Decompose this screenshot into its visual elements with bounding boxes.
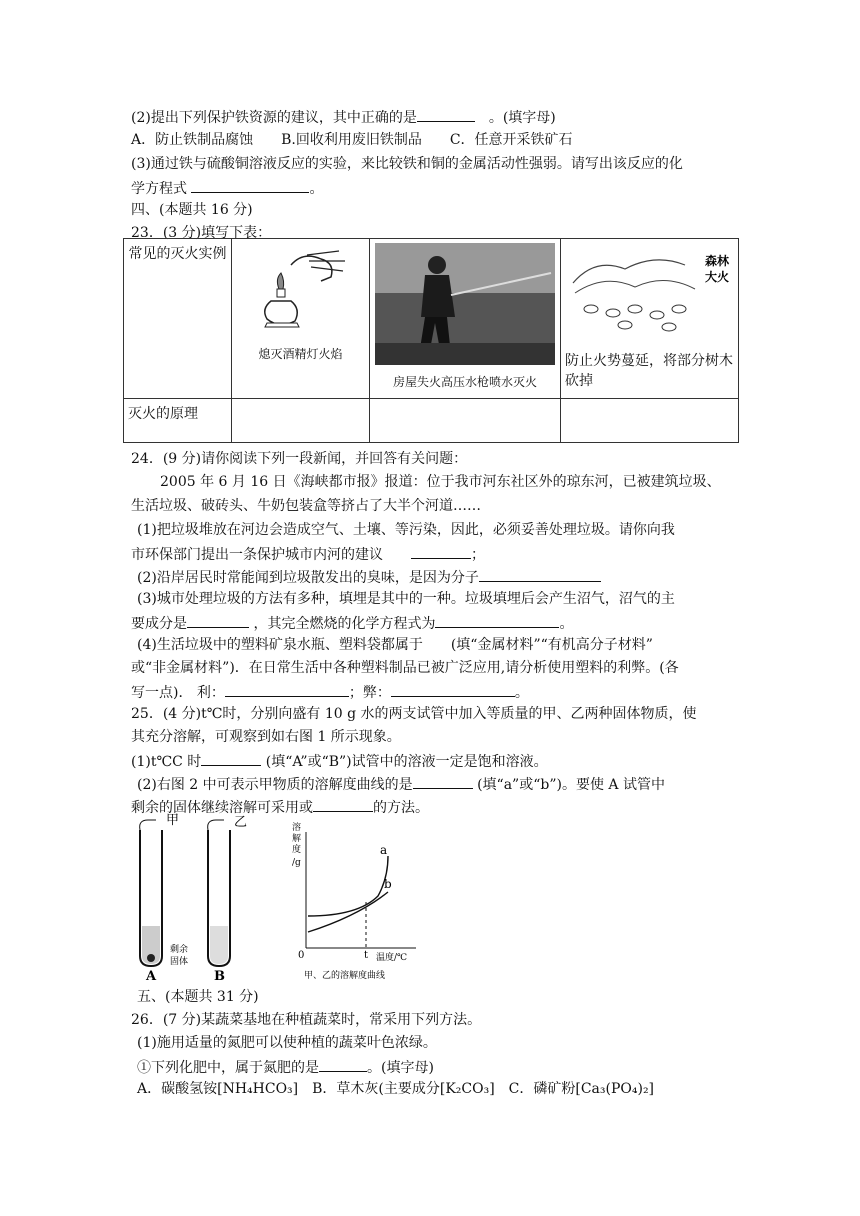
q26-1-line: (1)施用适量的氮肥可以使种植的蔬菜叶色浓绿。 (137, 1035, 437, 1051)
forest-sign-part2: 大火 (705, 270, 730, 284)
q25-line-a: 25．(4 分)t℃时，分别向盛有 10 g 水的两支试管中加入等质量的甲、乙两种固体物质，使 (131, 706, 697, 722)
answer-blank[interactable] (435, 613, 559, 628)
q24-4-line-b: 或“非金属材料”)．在日常生活中各种塑料制品已被广泛应用,请分析使用塑料的利弊。(各 (131, 660, 679, 676)
y-axis-label-3: 度 (292, 845, 302, 855)
q24-news-1: 2005 年 6 月 16 日《海峡都市报》报道：位于我市河东社区外的琼东河，已被建筑垃圾、 (160, 474, 721, 490)
alcohol-lamp-icon (251, 243, 351, 335)
solubility-chart (292, 821, 416, 981)
answer-blank[interactable] (319, 1057, 367, 1072)
y-axis-label-1: 溶 (292, 823, 302, 833)
answer-blank[interactable] (479, 567, 601, 582)
answer-blank[interactable] (417, 107, 475, 122)
alcohol-lamp-caption: 熄灭酒精灯火焰 (258, 347, 343, 361)
b-label: B (214, 969, 225, 984)
test-tube-solubility-figure (126, 808, 426, 984)
section-4-heading: 四、(本题共 16 分) (131, 202, 253, 218)
q24-heading: 24．(9 分)请你阅读下列一段新闻，并回答有关问题： (131, 451, 468, 467)
y-axis-label-2: 解 (292, 834, 302, 844)
tube-b (208, 820, 230, 966)
section-5-heading: 五、(本题共 31 分) (137, 989, 259, 1005)
x-axis-label: 温度/℃ (376, 953, 408, 963)
answer-blank[interactable] (191, 178, 309, 193)
row2-header-cell: 灭火的原理 (124, 399, 232, 443)
q2-options: A．防止铁制品腐蚀 B.回收利用废旧铁制品 C．任意开采铁矿石 (131, 132, 573, 148)
answer-blank[interactable] (413, 774, 473, 789)
answer-cell-1[interactable] (232, 399, 370, 443)
y-axis-label-4: /g (292, 858, 301, 868)
forest-caption: 防止火势蔓延，将部分树木砍掉 (565, 353, 733, 389)
answer-blank[interactable] (201, 751, 261, 766)
q25-2-line-b: 剩余的固体继续溶解可采用或 的方法。 (131, 797, 429, 817)
row1-header-cell: 常见的灭火实例 (124, 239, 232, 399)
q24-3-line-a: (3)城市处理垃圾的方法有多种，填埋是其中的一种。垃圾填埋后会产生沼气，沼气的主 (137, 591, 675, 607)
firefighter-photo-icon (375, 243, 555, 365)
q2-line: (2)提出下列保护铁资源的建议，其中正确的是 。(填字母) (131, 107, 556, 127)
q25-line-b: 其充分溶解，可观察到如右图 1 所示现象。 (131, 729, 401, 745)
q26-options: A．碳酸氢铵[NH₄HCO₃] B．草木灰(主要成分[K₂CO₃] C．磷矿粉[Ca₃(PO₄)₂] (137, 1081, 655, 1097)
curve-a (308, 856, 388, 916)
q26-heading: 26．(7 分)某蔬菜基地在种植蔬菜时，常采用下列方法。 (131, 1012, 482, 1028)
q24-1-line-b: 市环保部门提出一条保护城市内河的建议 ； (131, 544, 485, 564)
curve-b-label: b (384, 877, 392, 891)
q3-line-b: 学方程式 。 (131, 178, 323, 198)
q25-2-line-a: (2)右图 2 中可表示甲物质的溶解度曲线的是 (填“a”或“b”)。要使 A 试管中 (137, 774, 665, 794)
q25-1-line: (1)t℃C 时 (填“A”或“B”)试管中的溶液一定是饱和溶液。 (131, 751, 548, 771)
forest-sign-part1: 森林 (705, 254, 730, 268)
q26-1a-line: ①下列化肥中，属于氮肥的是 。(填字母) (137, 1057, 434, 1077)
origin-label: 0 (298, 950, 305, 961)
answer-blank[interactable] (187, 613, 249, 628)
tube-b-label: 乙 (234, 815, 248, 830)
answer-blank[interactable] (225, 682, 349, 697)
q24-2-line: (2)沿岸居民时常能闻到垃圾散发出的臭味，是因为分子 (137, 567, 601, 587)
q24-1-line-a: (1)把垃圾堆放在河边会造成空气、土壤、等污染，因此，必须妥善处理垃圾。请你向我 (137, 522, 675, 538)
q24-4-line-c: 写一点)． 利： ；弊： 。 (131, 682, 529, 702)
firefighter-cell (370, 239, 561, 399)
t-label: t (364, 950, 369, 961)
answer-blank[interactable] (391, 682, 515, 697)
firefighter-caption: 房屋失火高压水枪喷水灭火 (392, 375, 537, 389)
answer-blank[interactable] (411, 544, 471, 559)
answer-cell-2[interactable] (370, 399, 561, 443)
residue-label-1: 剩余 (170, 945, 189, 955)
q24-4-line-a: (4)生活垃圾中的塑料矿泉水瓶、塑料袋都属于 (填“金属材料”“有机高分子材料” (137, 637, 653, 653)
chart-caption: 甲、乙的溶解度曲线 (304, 971, 386, 981)
tube-a (140, 820, 162, 966)
answer-cell-3[interactable] (561, 399, 739, 443)
fire-extinguish-table (123, 238, 739, 443)
a-label: A (146, 969, 157, 984)
q3-line-a: (3)通过铁与硫酸铜溶液反应的实验，来比较铁和铜的金属活动性强弱。请写出该反应的化 (131, 156, 683, 172)
forest-cell (561, 239, 739, 399)
tube-a-label: 甲 (166, 813, 180, 828)
curve-a-label: a (380, 843, 388, 857)
q23-heading: 23．(3 分)填写下表： (131, 225, 272, 241)
forest-fire-icon (565, 243, 733, 333)
q24-news-2: 生活垃圾、破砖头、牛奶包装盒等挤占了大半个河道…… (131, 498, 481, 514)
alcohol-lamp-cell (232, 239, 370, 399)
q24-3-line-b: 要成分是 ，其完全燃烧的化学方程式为 。 (131, 613, 573, 633)
residue-label-2: 固体 (170, 957, 189, 967)
